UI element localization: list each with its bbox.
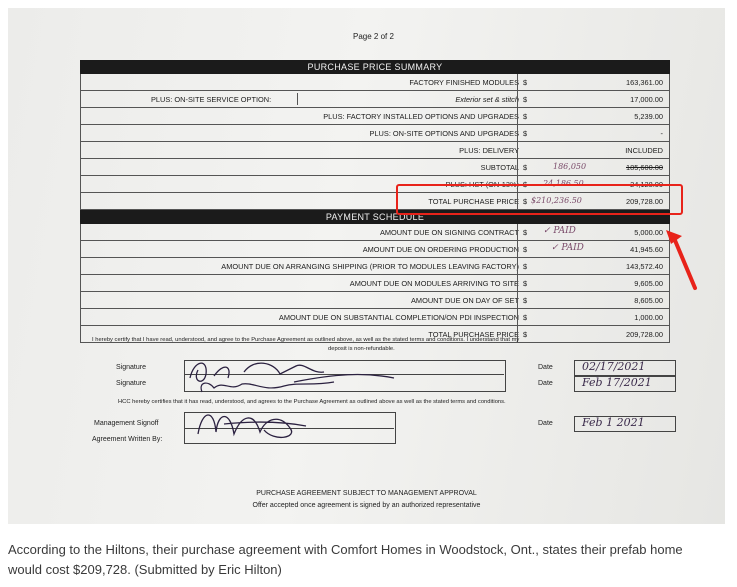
- highlight-box: [396, 184, 683, 215]
- table-row: AMOUNT DUE ON ORDERING PRODUCTION $ ✓ PAID 41,945.60: [80, 241, 670, 258]
- table-row: PLUS: HST (ON-13%) $ 24,186.50 24,128.00: [80, 176, 670, 193]
- footer-accepted: Offer accepted once agreement is signed by an authorized representative: [252, 502, 481, 509]
- document-page: [8, 8, 725, 524]
- payment-header: PAYMENT SCHEDULE: [80, 210, 670, 224]
- hcc-certify-text: HCC hereby certifies that it has read, understood, and agrees to the Purchase Agreement as outlined above as well as the stated terms and conditions.: [118, 399, 506, 405]
- table-row: FACTORY FINISHED MODULES $ 163,361.00: [80, 74, 670, 91]
- management-signature-icon: [194, 404, 314, 444]
- certify-text-2: deposit is non-refundable.: [328, 346, 395, 352]
- table-row: TOTAL PURCHASE PRICE $ 209,728.00: [80, 326, 670, 343]
- handwritten-signature-icon: [184, 352, 404, 396]
- page-label: Page 2 of 2: [353, 32, 394, 41]
- agreement-written-label: Agreement Written By:: [92, 436, 163, 443]
- table-row: PLUS: ON-SITE SERVICE OPTION: Exterior set & stitch $ 17,000.00: [80, 91, 670, 108]
- certify-text: I hereby certify that I have read, understood, and agree to the Purchase Agreement as outlined above, as well as the stated terms and conditions. I understand that my: [92, 337, 520, 343]
- table-row: TOTAL PURCHASE PRICE $ $210,236.50 209,728.00: [80, 193, 670, 210]
- handwritten-total: $210,236.50: [531, 196, 582, 205]
- red-arrow-icon: [662, 228, 702, 292]
- handwritten-paid: ✓ PAID: [543, 226, 576, 236]
- handwritten-subtotal: 186,050: [553, 162, 587, 171]
- table-row: AMOUNT DUE ON SUBSTANTIAL COMPLETION/ON PDI INSPECTION $ 1,000.00: [80, 309, 670, 326]
- handwritten-date: Feb 1 2021: [582, 416, 645, 429]
- row-left-label: PLUS: ON-SITE SERVICE OPTION:: [151, 95, 272, 104]
- table-row: SUBTOTAL $ 186,050 185,600.00: [80, 159, 670, 176]
- table-row: AMOUNT DUE ON SIGNING CONTRACT $ ✓ PAID 5,000.00: [80, 224, 670, 241]
- table-row: AMOUNT DUE ON MODULES ARRIVING TO SITE $ 9,605.00: [80, 275, 670, 292]
- handwritten-date: 02/17/2021: [582, 360, 646, 373]
- table-row: PLUS: ON-SITE OPTIONS AND UPGRADES $ -: [80, 125, 670, 142]
- handwritten-hst: 24,186.50: [543, 179, 584, 188]
- date-label: Date: [538, 380, 553, 387]
- photo-caption: According to the Hiltons, their purchase agreement with Comfort Homes in Woodstock, Ont., states their prefab home would cost $209,728. (Submitted by Eric Hilton): [8, 542, 683, 577]
- handwritten-date: Feb 17/2021: [582, 376, 652, 389]
- document-photo: [8, 8, 725, 524]
- date-label: Date: [538, 420, 553, 427]
- handwritten-paid: ✓ PAID: [551, 243, 584, 253]
- table-row: PLUS: DELIVERY INCLUDED: [80, 142, 670, 159]
- table-row: AMOUNT DUE ON DAY OF SET $ 8,605.00: [80, 292, 670, 309]
- table-row: PLUS: FACTORY INSTALLED OPTIONS AND UPGRADES $ 5,239.00: [80, 108, 670, 125]
- footer-approval: PURCHASE AGREEMENT SUBJECT TO MANAGEMENT APPROVAL: [256, 490, 477, 497]
- date-label: Date: [538, 364, 553, 371]
- table-row: AMOUNT DUE ON ARRANGING SHIPPING (PRIOR TO MODULES LEAVING FACTORY) $ 143,572.40: [80, 258, 670, 275]
- purchase-header: PURCHASE PRICE SUMMARY: [80, 60, 670, 74]
- signature-label: Signature: [116, 380, 146, 387]
- signature-label: Signature: [116, 364, 146, 371]
- management-signoff-label: Management Signoff: [94, 420, 159, 427]
